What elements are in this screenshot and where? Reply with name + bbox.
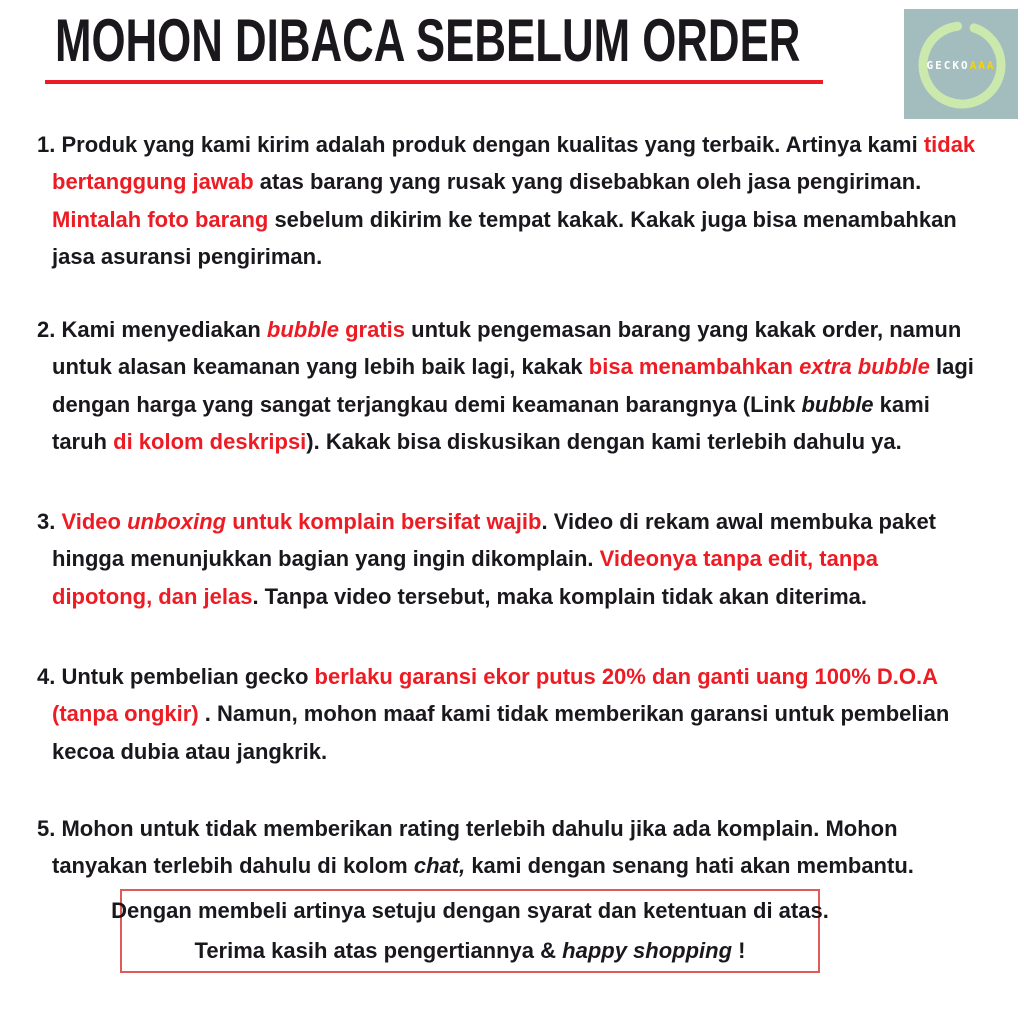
- text-segment: atas barang yang rusak yang disebabkan oleh jasa pengiriman.: [253, 169, 922, 195]
- logo-wordmark: [904, 59, 1018, 72]
- text-line: [37, 503, 936, 540]
- text-segment: . Video di rekam awal membuka paket: [541, 509, 937, 534]
- text-segment: kami dengan senang hati akan membantu.: [465, 853, 914, 879]
- text-line: [37, 810, 914, 847]
- text-segment: ). Kakak bisa diskusikan dengan kami terlebih dahulu ya.: [306, 429, 902, 455]
- text-line: [52, 348, 974, 385]
- logo-text-accent: AAA: [969, 59, 996, 72]
- highlighted-text-segment: Video: [61, 509, 128, 534]
- text-line: [52, 386, 974, 423]
- highlighted-text-segment: gratis: [339, 317, 406, 342]
- text-segment: Terima kasih atas pengertiannya &: [194, 938, 563, 963]
- text-line: [52, 847, 914, 884]
- highlighted-text-segment: unboxing: [127, 509, 227, 534]
- text-segment: untuk pengemasan barang yang kakak order, namun: [405, 317, 962, 342]
- text-segment: 4. Untuk pembelian gecko: [37, 664, 315, 689]
- text-segment: kami: [873, 391, 930, 417]
- text-line: [37, 658, 949, 695]
- text-segment: untuk alasan keamanan yang lebih baik lagi, kakak: [52, 354, 589, 380]
- text-segment: 2. Kami menyediakan: [37, 317, 267, 342]
- text-line: [37, 311, 974, 348]
- text-line: [52, 733, 949, 770]
- text-segment: sebelum dikirim ke tempat kakak. Kakak juga bisa menambahkan: [268, 206, 957, 232]
- brand-logo: [904, 9, 1018, 119]
- text-segment: kecoa dubia atau jangkrik.: [52, 738, 328, 764]
- text-segment: Dengan membeli artinya setuju dengan syarat dan ketentuan di atas.: [111, 898, 829, 923]
- text-segment: . Tanpa video tersebut, maka komplain tidak akan diterima.: [252, 583, 868, 609]
- highlighted-text-segment: Videonya tanpa edit, tanpa: [599, 546, 878, 572]
- logo-text-primary: GECKO: [926, 59, 970, 72]
- text-segment: taruh: [52, 429, 114, 455]
- text-line: [52, 540, 936, 577]
- highlighted-text-segment: dipotong, dan jelas: [52, 583, 253, 609]
- text-line: [195, 931, 746, 971]
- text-segment: chat,: [413, 853, 466, 879]
- term-paragraph-4: [37, 658, 950, 770]
- highlighted-text-segment: Mintalah foto barang: [52, 206, 269, 232]
- page-title: MOHON DIBACA SEBELUM ORDER: [55, 7, 801, 74]
- agreement-box: [111, 889, 829, 973]
- highlighted-text-segment: tidak: [923, 132, 976, 157]
- highlighted-text-segment: extra bubble: [799, 354, 930, 380]
- text-segment: bubble: [801, 391, 874, 417]
- term-paragraph-2: [37, 311, 974, 461]
- highlighted-text-segment: di kolom deskripsi: [113, 429, 307, 455]
- text-line: [52, 238, 975, 275]
- text-segment: lagi: [929, 354, 974, 380]
- text-line: [111, 891, 829, 931]
- highlighted-text-segment: bisa menambahkan: [588, 354, 800, 380]
- text-segment: tanyakan terlebih dahulu di kolom: [52, 853, 414, 879]
- text-line: [52, 578, 936, 615]
- text-line: [52, 201, 975, 238]
- text-segment: 1. Produk yang kami kirim adalah produk dengan kualitas yang terbaik. Artinya kami: [37, 132, 924, 157]
- highlighted-text-segment: (tanpa ongkir): [52, 701, 199, 727]
- text-line: [52, 423, 974, 460]
- term-paragraph-3: [37, 503, 937, 615]
- term-paragraph-1: [37, 126, 976, 276]
- text-segment: . Namun, mohon maaf kami tidak memberikan garansi untuk pembelian: [198, 701, 950, 727]
- text-segment: happy shopping: [562, 938, 733, 963]
- highlighted-text-segment: bubble: [266, 317, 339, 342]
- text-segment: 3.: [37, 509, 62, 534]
- term-paragraph-5: [37, 810, 914, 885]
- text-line: [52, 695, 949, 732]
- text-segment: jasa asuransi pengiriman.: [52, 244, 323, 270]
- title-underline: [45, 80, 823, 84]
- text-segment: 5. Mohon untuk tidak memberikan rating terlebih dahulu jika ada komplain. Mohon: [37, 816, 898, 841]
- highlighted-text-segment: berlaku garansi ekor putus 20% dan ganti uang 100% D.O.A: [314, 664, 939, 689]
- text-segment: dengan harga yang sangat terjangkau demi keamanan barangnya (Link: [52, 391, 802, 417]
- text-line: [52, 163, 975, 200]
- highlighted-text-segment: bertanggung jawab: [52, 169, 254, 195]
- text-segment: hingga menunjukkan bagian yang ingin dikomplain.: [52, 546, 600, 572]
- text-segment: !: [732, 938, 746, 963]
- text-line: [37, 126, 975, 163]
- highlighted-text-segment: untuk komplain bersifat wajib: [226, 509, 542, 534]
